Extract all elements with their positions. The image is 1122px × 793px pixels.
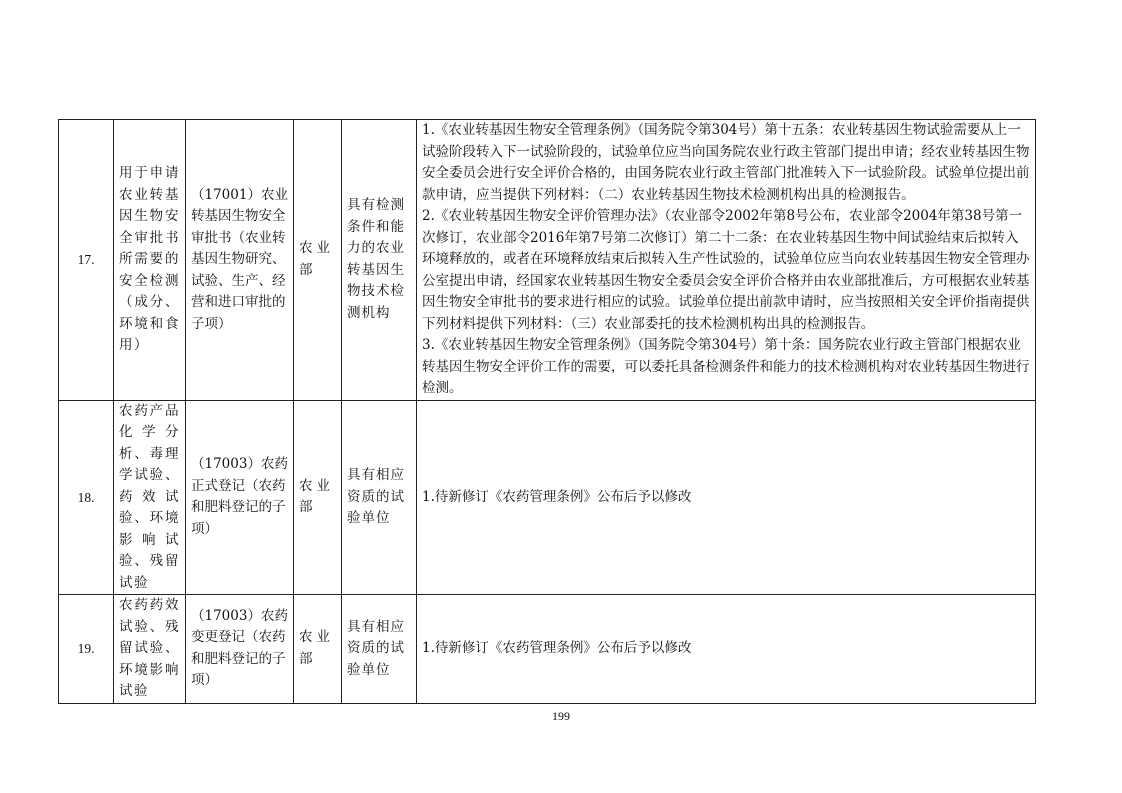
provider-condition: 具有相应资质的试验单位	[342, 400, 417, 595]
service-name: 用于申请农业转基因生物安全审批书所需要的安全检测（成分、环境和食用）	[114, 120, 186, 401]
page-number: 199	[552, 709, 570, 723]
table-row	[59, 400, 1036, 595]
legal-basis	[417, 595, 1036, 704]
service-name: 农药产品化学分析、毒理学试验、药效试验、环境影响试验、残留试验	[114, 400, 186, 595]
approval-item: （17003）农药变更登记（农药和肥料登记的子项）	[186, 595, 294, 704]
document-table	[58, 119, 1036, 704]
service-name: 农药药效试验、残留试验、环境影响试验	[114, 595, 186, 704]
row-number: 18.	[59, 400, 114, 595]
department: 农业部	[294, 400, 342, 595]
table-row	[59, 120, 1036, 401]
legal-basis	[417, 400, 1036, 595]
legal-basis	[417, 120, 1036, 401]
provider-condition: 具有检测条件和能力的农业转基因生物技术检测机构	[342, 120, 417, 401]
department: 农业部	[294, 595, 342, 704]
approval-item: （17001）农业转基因生物安全审批书（农业转基因生物研究、试验、生产、经营和进口审批的子项）	[186, 120, 294, 401]
basis-paragraph: 2.《农业转基因生物安全评价管理办法》（农业部令2002年第8号公布，农业部令2004年第38号第一次修订，农业部令2016年第7号第二次修订）第二十二条：在农业转基因生物中间试验结束后拟转入环境释放的，或者在环境释放结束后拟转入生产性试验的，试验单位应当向农业转基因生物安全管理办公室提出申请，经国家农业转基因生物安全委员会安全评价合格并由农业部批准后，方可根据农业转基因生物安全审批书的要求进行相应的试验。试验单位提出前款申请时，应当按照相关安全评价指南提供下列材料提供下列材料：（三）农业部委托的技术检测机构出具的检测报告。	[422, 208, 1030, 332]
row-number: 17.	[59, 120, 114, 401]
basis-paragraph: 1.待新修订《农药管理条例》公布后予以修改	[422, 488, 692, 505]
basis-paragraph: 1.《农业转基因生物安全管理条例》（国务院令第304号）第十五条：农业转基因生物试验需要从上一试验阶段转入下一试验阶段的，试验单位应当向国务院农业行政主管部门提出申请；经农业转基因生物安全委员会进行安全评价合格的，由国务院农业行政主管部门批准转入下一试验阶段。试验单位提出前款申请，应当提供下列材料：（二）农业转基因生物技术检测机构出具的检测报告。	[422, 122, 1030, 203]
table-row	[59, 595, 1036, 704]
department: 农业部	[294, 120, 342, 401]
provider-condition: 具有相应资质的试验单位	[342, 595, 417, 704]
basis-paragraph: 3.《农业转基因生物安全管理条例》（国务院令第304号）第十条：国务院农业行政主管部门根据农业转基因生物安全评价工作的需要，可以委托具备检测条件和能力的技术检测机构对农业转基因生物进行检测。	[422, 337, 1030, 396]
row-number: 19.	[59, 595, 114, 704]
basis-paragraph: 1.待新修订《农药管理条例》公布后予以修改	[422, 640, 692, 656]
approval-item: （17003）农药正式登记（农药和肥料登记的子项）	[186, 400, 294, 595]
